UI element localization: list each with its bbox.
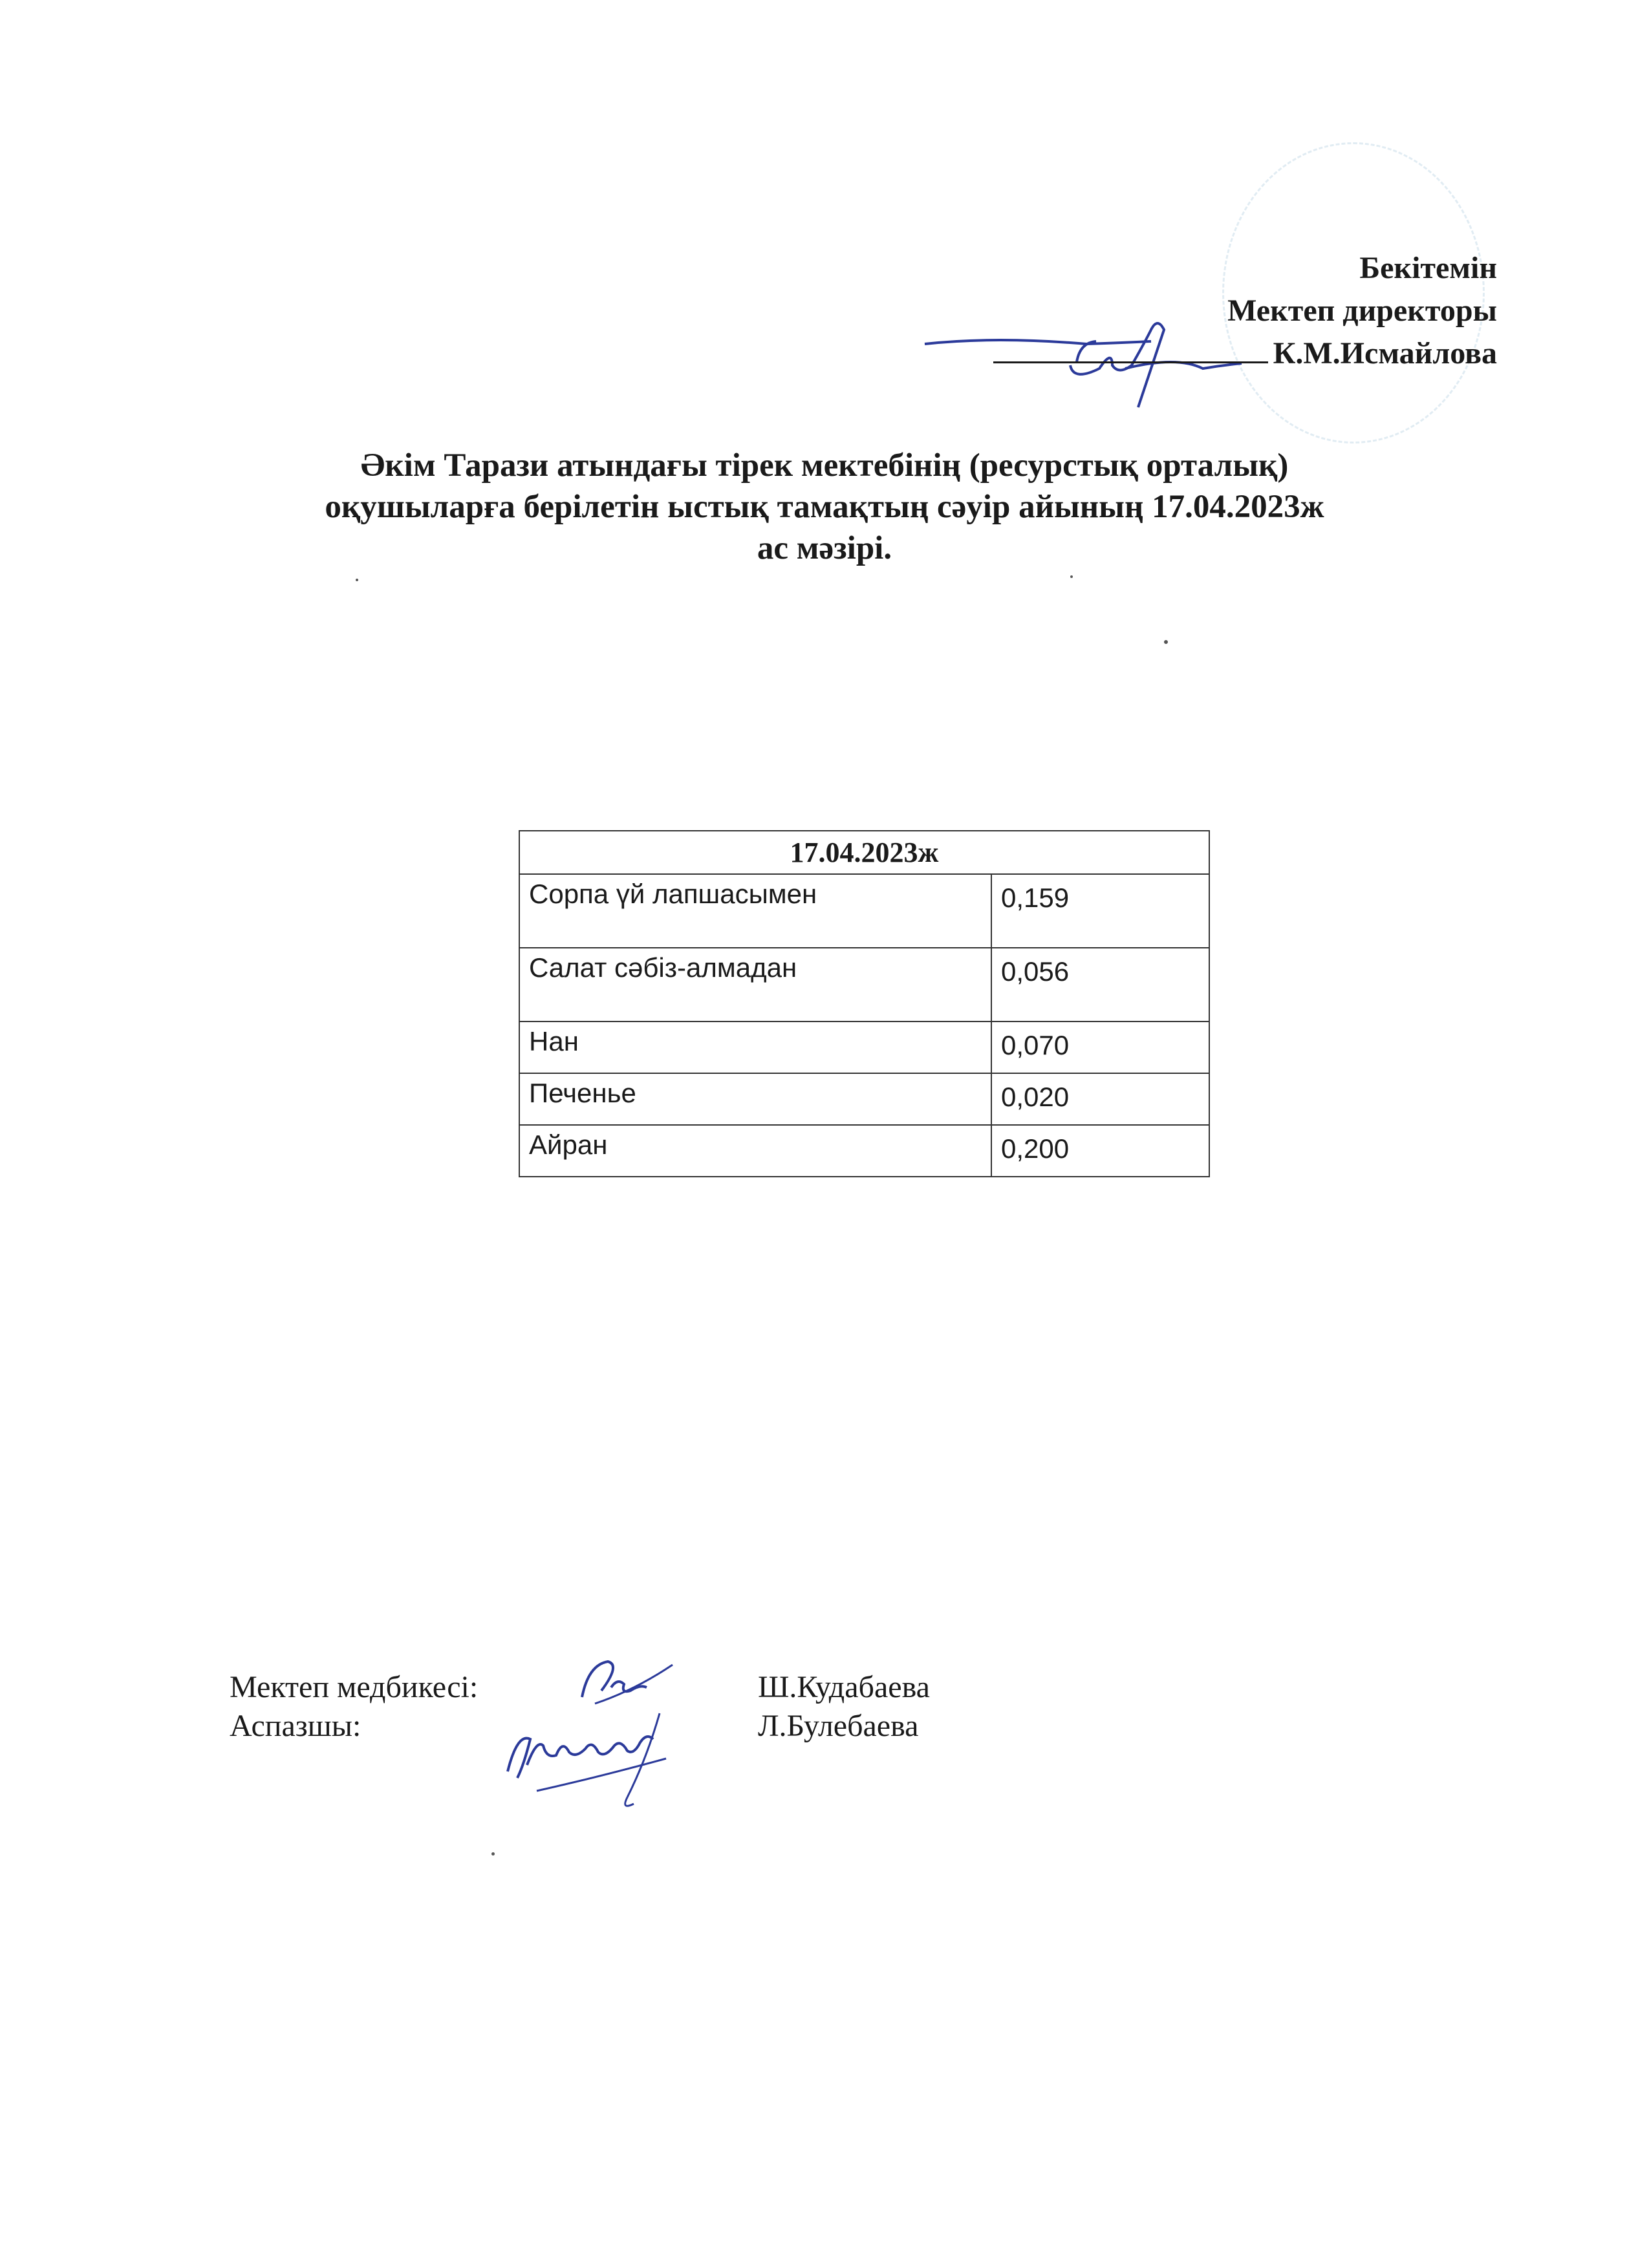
- menu-item-name: Салат сәбіз-алмадан: [519, 948, 991, 1022]
- table-row: [519, 1125, 1209, 1177]
- menu-table: [519, 830, 1210, 1177]
- menu-item-name: Печенье: [519, 1073, 991, 1125]
- table-row: [519, 874, 1209, 948]
- approval-label: Бекітемін: [1359, 251, 1497, 285]
- menu-item-quantity: 0,020: [991, 1073, 1209, 1125]
- approval-block: [993, 247, 1497, 375]
- nurse-name: Ш.Кудабаева: [758, 1670, 930, 1704]
- menu-item-name: Нан: [519, 1022, 991, 1073]
- signature-line: [993, 333, 1268, 363]
- cook-name: Л.Булебаева: [758, 1709, 919, 1743]
- menu-item-quantity: 0,056: [991, 948, 1209, 1022]
- nurse-role: Мектеп медбикесі:: [230, 1670, 479, 1704]
- title-line-1: Әкім Тарази атындағы тірек мектебінің (ресурстық орталық): [360, 447, 1289, 484]
- table-row: [519, 1022, 1209, 1073]
- table-header-row: [519, 831, 1209, 874]
- menu-item-name: Сорпа үй лапшасымен: [519, 874, 991, 948]
- director-name: К.М.Исмайлова: [1273, 336, 1497, 370]
- scan-speck: [1070, 575, 1073, 578]
- title-line-2: оқушыларға берілетін ыстық тамақтың сәуір айының 17.04.2023ж: [325, 489, 1324, 525]
- document-title: [0, 445, 1649, 569]
- director-position: Мектеп директоры: [1227, 294, 1497, 328]
- menu-item-quantity: 0,200: [991, 1125, 1209, 1177]
- menu-item-quantity: 0,159: [991, 874, 1209, 948]
- director-name-line: [993, 332, 1497, 375]
- table-row: [519, 948, 1209, 1022]
- scan-speck: [1164, 640, 1168, 644]
- scan-speck: [491, 1852, 495, 1856]
- table-header-date: 17.04.2023ж: [519, 831, 1209, 874]
- cook-signature: [498, 1694, 692, 1817]
- table-row: [519, 1073, 1209, 1125]
- cook-role: Аспазшы:: [230, 1709, 361, 1743]
- menu-item-quantity: 0,070: [991, 1022, 1209, 1073]
- menu-item-name: Айран: [519, 1125, 991, 1177]
- title-line-3: ас мәзірі.: [757, 530, 892, 566]
- scan-speck: [356, 579, 358, 581]
